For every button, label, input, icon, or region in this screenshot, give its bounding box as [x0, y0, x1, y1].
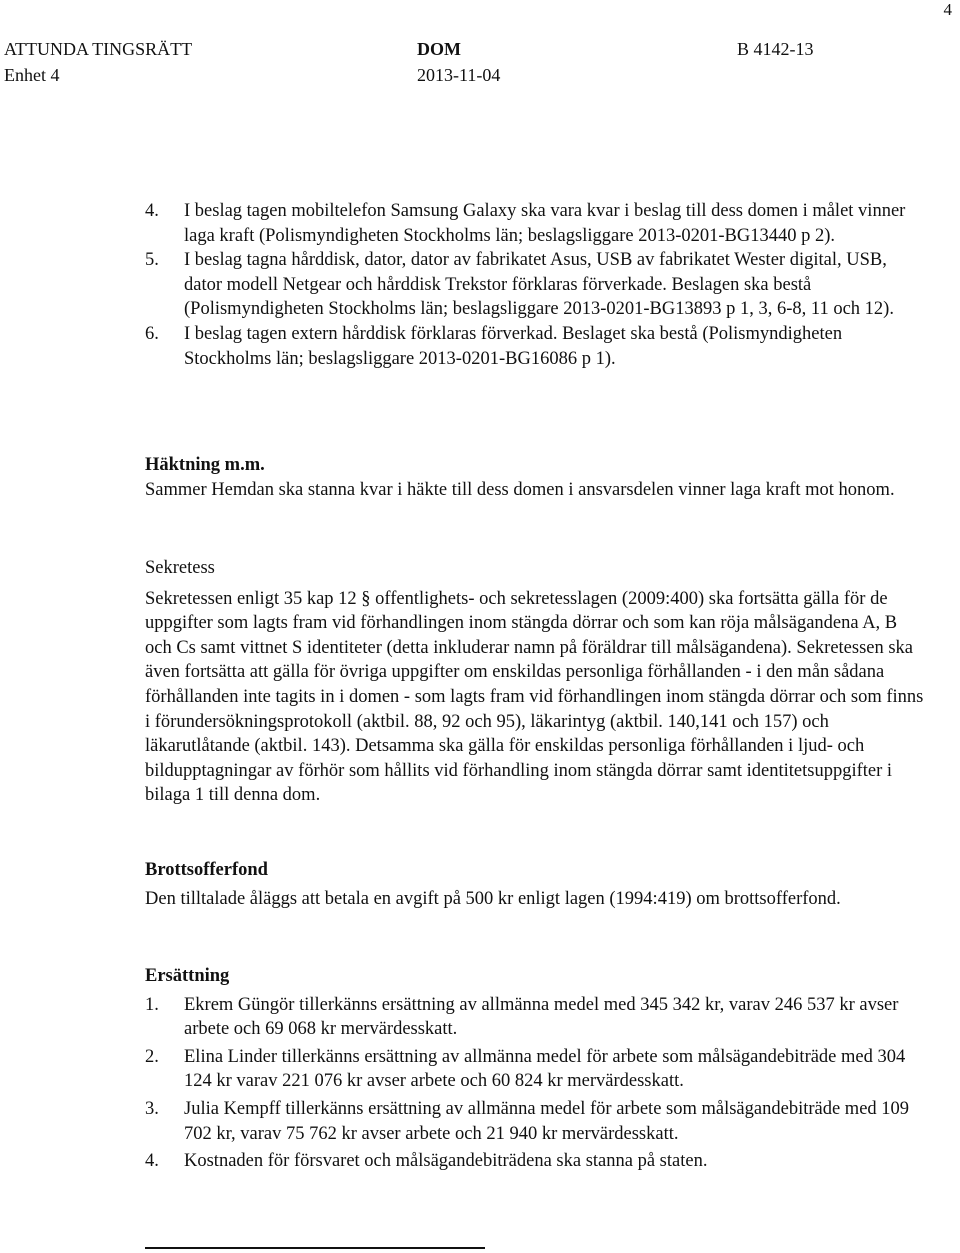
list-item-number: 4. — [145, 201, 159, 221]
list-item-text: Kostnaden för försvaret och målsägandebiträdena ska stanna på staten. — [184, 1151, 708, 1172]
compensation-list — [145, 993, 925, 1174]
seizure-list — [145, 199, 925, 371]
list-item-text: Julia Kempff tillerkänns ersättning av allmänna medel för arbete som målsägandebiträde med 109 702 kr, varav 75 762 kr avser arbete och 21 940 kr mervärdesskatt. — [184, 1098, 910, 1144]
list-item-number: 1. — [145, 994, 159, 1015]
list-item-text: I beslag tagna hårddisk, dator, dator av fabrikatet Asus, USB av fabrikatet Wester digital, USB, dator modell Netgear och hårddisk Trekstor förklaras förverkade. Beslagen ska bestå (Polismyndigheten Stockholms län; beslagsliggare 2013-0201-BG13893 p 1, 3, 6-8, 11 och 12). — [184, 250, 894, 320]
section-text: Den tilltalade åläggs att betala en avgift på 500 kr enligt lagen (1994:419) om brottsofferfond. — [145, 888, 841, 909]
section-heading: Brottsofferfond — [145, 860, 268, 880]
list-item — [145, 1149, 925, 1174]
confidentiality-section — [145, 556, 925, 808]
list-item-number: 3. — [145, 1098, 159, 1119]
list-item — [145, 1045, 925, 1094]
list-item-number: 4. — [145, 1151, 159, 1172]
list-item — [145, 1097, 925, 1146]
page-number: 4 — [943, 0, 952, 19]
victim-fund-section — [145, 858, 925, 911]
footnote-separator — [145, 1247, 485, 1249]
list-item-text: I beslag tagen extern hårddisk förklaras förverkad. Beslaget ska bestå (Polismyndigheten Stockholms län; beslagsliggare 2013-0201-BG16086 p 1). — [184, 323, 843, 369]
section-heading: Sekretess — [145, 558, 215, 578]
compensation-section — [145, 964, 925, 1174]
section-text: Sammer Hemdan ska stanna kvar i häkte till dess domen i ansvarsdelen vinner laga kraft mot honom. — [145, 479, 895, 500]
list-item — [145, 993, 925, 1042]
section-heading: Ersättning — [145, 966, 230, 986]
list-item — [145, 322, 925, 371]
case-number: B 4142-13 — [737, 39, 814, 59]
list-item-text: I beslag tagen mobiltelefon Samsung Galaxy ska vara kvar i beslag till dess domen i målet vinner laga kraft (Polismyndigheten Stockholms län; beslagsliggare 2013-0201-BG13440 p 2). — [184, 201, 906, 246]
list-item-number: 5. — [145, 250, 159, 271]
list-item-number: 6. — [145, 323, 159, 344]
list-item-text: Elina Linder tillerkänns ersättning av allmänna medel för arbete som målsägandebiträde med 304 124 kr varav 221 076 kr avser arbete och 60 824 kr mervärdesskatt. — [184, 1046, 906, 1092]
list-item — [145, 248, 925, 322]
list-item-text: Ekrem Güngör tillerkänns ersättning av allmänna medel med 345 342 kr, varav 246 537 kr avser arbete och 69 068 kr mervärdesskatt. — [184, 994, 899, 1040]
detention-section — [145, 453, 925, 502]
document-type: DOM — [417, 39, 461, 59]
court-name: ATTUNDA TINGSRÄTT — [4, 39, 193, 59]
section-heading: Häktning m.m. — [145, 455, 265, 475]
court-unit: Enhet 4 — [4, 65, 60, 85]
list-item — [145, 199, 925, 248]
document-date: 2013-11-04 — [417, 65, 501, 85]
list-item-number: 2. — [145, 1046, 159, 1067]
section-text: Sekretessen enligt 35 kap 12 § offentlighets- och sekretesslagen (2009:400) ska fortsätta gälla för de uppgifter som lagts fram vid förhandlingen inom stängda dörrar och som kan röja målsägandena A, B och Cs samt vittnet S identiteter (detta inkluderar namn på föräldrar till målsägandena). Sekretessen ska även fortsätta att gälla för övriga uppgifter om enskildas personliga förhållanden - i den mån sådana förhållanden inte tagits in i domen - som lagts fram vid förhandlingen inom stängda dörrar och som finns i förundersökningsprotokoll (aktbil. 88, 92 och 95), läkarintyg (aktbil. 140,141 och 157) och läkarutlåtande (aktbil. 143). Detsamma ska gälla för enskildas personliga förhållanden i ljud- och bildupptagningar av förhör som hållits vid förhandling inom stängda dörrar samt identitetsuppgifter i bilaga 1 till denna dom. — [145, 588, 924, 806]
